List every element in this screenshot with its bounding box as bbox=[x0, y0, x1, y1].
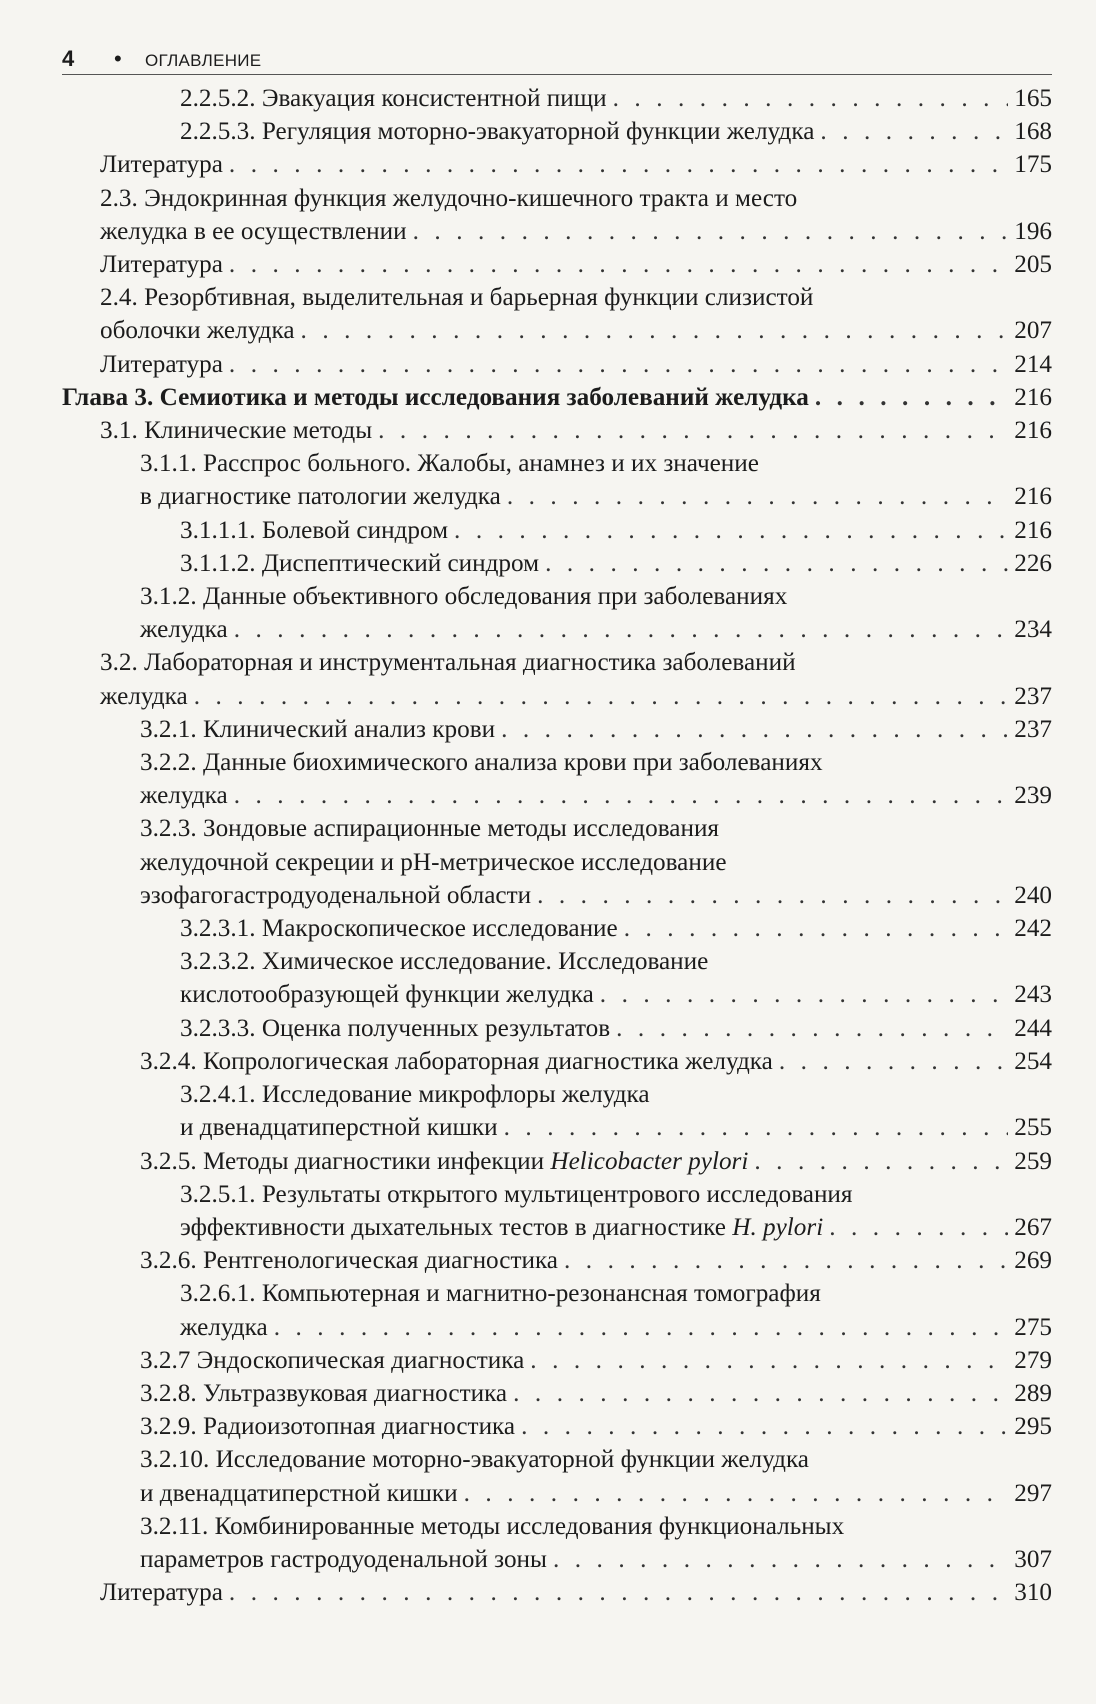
toc-entry-title: и двенадцатиперстной кишки bbox=[140, 1479, 458, 1507]
toc-entry-title: 3.1.1.1. Болевой синдром bbox=[180, 516, 449, 544]
toc-entry bbox=[62, 248, 1052, 281]
dot-leader bbox=[229, 148, 1008, 181]
toc-entry bbox=[62, 646, 1052, 712]
dot-leader bbox=[553, 1543, 1008, 1576]
toc-entry bbox=[62, 1277, 1052, 1343]
toc-page-number: 259 bbox=[1014, 1147, 1052, 1175]
toc-page-number: 310 bbox=[1014, 1579, 1052, 1607]
toc-page-number: 269 bbox=[1014, 1247, 1052, 1275]
toc-entry-title: 3.2.1. Клинический анализ крови bbox=[140, 715, 496, 743]
toc-entry-title: кислотообразующей функции желудка bbox=[180, 981, 594, 1009]
toc-entry-title: эффективности дыхательных тестов в диагностике H. pylori bbox=[180, 1213, 824, 1241]
dot-leader bbox=[613, 82, 1009, 115]
toc-entry-title: Литература bbox=[100, 251, 223, 279]
toc-entry bbox=[62, 1244, 1052, 1277]
dot-leader bbox=[194, 680, 1009, 713]
dot-leader bbox=[829, 1211, 1008, 1244]
dot-leader bbox=[504, 1111, 1009, 1144]
dot-leader bbox=[464, 1477, 1009, 1510]
toc-entry bbox=[62, 1377, 1052, 1410]
dot-leader bbox=[229, 348, 1008, 381]
toc-entry-line: 2.4. Резорбтивная, выделительная и барьерная функции слизистой bbox=[100, 284, 814, 312]
dot-leader bbox=[378, 414, 1008, 447]
toc-entry bbox=[62, 1178, 1052, 1244]
table-of-contents bbox=[62, 82, 1052, 1609]
toc-entry bbox=[62, 1510, 1052, 1576]
toc-entry bbox=[62, 182, 1052, 248]
dot-leader bbox=[530, 1344, 1008, 1377]
toc-page-number: 237 bbox=[1014, 715, 1052, 743]
dot-leader bbox=[507, 480, 1008, 513]
toc-entry-title: 3.1. Клинические методы bbox=[100, 417, 373, 445]
toc-entry-title: Глава 3. Семиотика и методы исследования заболеваний желудка bbox=[62, 383, 809, 411]
dot-leader bbox=[454, 514, 1008, 547]
toc-page-number: 196 bbox=[1014, 217, 1052, 245]
toc-entry-line: 3.2.11. Комбинированные методы исследования функциональных bbox=[140, 1512, 845, 1540]
toc-entry-title: 3.2.6. Рентгенологическая диагностика bbox=[140, 1247, 558, 1275]
toc-entry bbox=[62, 547, 1052, 580]
toc-entry-line: 3.2.3. Зондовые аспирационные методы исследования bbox=[140, 815, 720, 843]
dot-leader bbox=[229, 1576, 1008, 1609]
toc-entry bbox=[62, 746, 1052, 812]
toc-entry bbox=[62, 348, 1052, 381]
toc-entry-title: 3.2.9. Радиоизотопная диагностика bbox=[140, 1413, 516, 1441]
toc-entry-title: 3.2.3.1. Макроскопическое исследование bbox=[180, 915, 618, 943]
dot-leader bbox=[521, 1410, 1008, 1443]
toc-entry-line: 3.2.5.1. Результаты открытого мультицентрового исследования bbox=[180, 1180, 853, 1208]
running-header bbox=[62, 44, 1052, 75]
toc-entry bbox=[62, 1443, 1052, 1509]
toc-entry-title: 3.2.7 Эндоскопическая диагностика bbox=[140, 1346, 525, 1374]
dot-leader bbox=[413, 215, 1009, 248]
toc-entry-title: 3.2.5. Методы диагностики инфекции Helicobacter pylori bbox=[140, 1147, 749, 1175]
toc-entry-title: в диагностике патологии желудка bbox=[140, 483, 501, 511]
toc-page-number: 289 bbox=[1014, 1379, 1052, 1407]
header-bullet: • bbox=[114, 46, 122, 71]
toc-page-number: 295 bbox=[1014, 1413, 1052, 1441]
toc-page-number: 216 bbox=[1014, 516, 1052, 544]
toc-entry bbox=[62, 148, 1052, 181]
toc-entry-title: эзофагогастродуоденальной области bbox=[140, 881, 532, 909]
toc-page-number: 234 bbox=[1014, 616, 1052, 644]
toc-entry-line: 3.2.6.1. Компьютерная и магнитно-резонансная томография bbox=[180, 1280, 821, 1308]
toc-entry-line: 3.2.2. Данные биохимического анализа крови при заболеваниях bbox=[140, 749, 823, 777]
dot-leader bbox=[234, 613, 1009, 646]
toc-entry-title: параметров гастродуоденальной зоны bbox=[140, 1545, 547, 1573]
toc-entry-italic-term: H. pylori bbox=[732, 1213, 824, 1241]
toc-page-number: 239 bbox=[1014, 782, 1052, 810]
toc-entry-title: Литература bbox=[100, 350, 223, 378]
toc-entry bbox=[62, 281, 1052, 347]
toc-entry bbox=[62, 1145, 1052, 1178]
toc-page-number: 243 bbox=[1014, 981, 1052, 1009]
toc-page-number: 297 bbox=[1014, 1479, 1052, 1507]
toc-page-number: 216 bbox=[1014, 383, 1052, 411]
dot-leader bbox=[616, 1012, 1008, 1045]
toc-page-number: 216 bbox=[1014, 483, 1052, 511]
toc-page-number: 214 bbox=[1014, 350, 1052, 378]
toc-page-number: 216 bbox=[1014, 417, 1052, 445]
toc-entry-line: 3.2.10. Исследование моторно-эвакуаторной функции желудка bbox=[140, 1446, 809, 1474]
dot-leader bbox=[229, 248, 1008, 281]
toc-entry bbox=[62, 1410, 1052, 1443]
toc-entry-title: 3.2.3.3. Оценка полученных результатов bbox=[180, 1014, 611, 1042]
toc-entry bbox=[62, 82, 1052, 115]
toc-page-number: 205 bbox=[1014, 251, 1052, 279]
toc-entry bbox=[62, 1576, 1052, 1609]
toc-entry-line: 3.2. Лабораторная и инструментальная диагностика заболеваний bbox=[100, 649, 796, 677]
toc-entry-title: 2.2.5.3. Регуляция моторно-эвакуаторной функции желудка bbox=[180, 118, 815, 146]
dot-leader bbox=[600, 978, 1008, 1011]
toc-entry-title: 2.2.5.2. Эвакуация консистентной пищи bbox=[180, 85, 607, 112]
toc-page-number: 240 bbox=[1014, 881, 1052, 909]
dot-leader bbox=[545, 547, 1008, 580]
toc-page-number: 237 bbox=[1014, 682, 1052, 710]
toc-entry-title: желудка в ее осуществлении bbox=[100, 217, 407, 245]
dot-leader bbox=[537, 879, 1008, 912]
toc-entry bbox=[62, 414, 1052, 447]
toc-page-number: 244 bbox=[1014, 1014, 1052, 1042]
dot-leader bbox=[820, 115, 1008, 148]
dot-leader bbox=[234, 779, 1009, 812]
toc-page-number: 255 bbox=[1014, 1114, 1052, 1142]
page-number: 4 bbox=[62, 46, 75, 71]
dot-leader bbox=[815, 381, 1008, 414]
toc-entry bbox=[62, 912, 1052, 945]
toc-entry bbox=[62, 580, 1052, 646]
toc-page-number: 226 bbox=[1014, 549, 1052, 577]
dot-leader bbox=[754, 1145, 1008, 1178]
toc-entry-title: 3.2.4. Копрологическая лабораторная диагностика желудка bbox=[140, 1047, 773, 1075]
toc-entry-line: 3.1.2. Данные объективного обследования при заболеваниях bbox=[140, 583, 788, 611]
toc-entry-line: 3.1.1. Расспрос больного. Жалобы, анамнез и их значение bbox=[140, 450, 759, 478]
toc-entry bbox=[62, 713, 1052, 746]
toc-entry-title: и двенадцатиперстной кишки bbox=[180, 1114, 498, 1142]
dot-leader bbox=[564, 1244, 1008, 1277]
toc-entry-line: желудочной секреции и pH-метрическое исследование bbox=[140, 848, 727, 876]
toc-entry-title: желудка bbox=[100, 682, 188, 710]
toc-entry-title: 3.2.8. Ультразвуковая диагностика bbox=[140, 1379, 508, 1407]
dot-leader bbox=[301, 314, 1009, 347]
toc-entry-italic-term: Helicobacter pylori bbox=[550, 1147, 749, 1175]
toc-entry bbox=[62, 115, 1052, 148]
toc-entry-line: 3.2.4.1. Исследование микрофлоры желудка bbox=[180, 1081, 650, 1109]
dot-leader bbox=[513, 1377, 1008, 1410]
toc-entry-title: Литература bbox=[100, 151, 223, 179]
running-section-title: ОГЛАВЛЕНИЕ bbox=[145, 51, 262, 70]
dot-leader bbox=[274, 1311, 1009, 1344]
toc-chapter-entry bbox=[62, 381, 1052, 414]
toc-page-number: 207 bbox=[1014, 317, 1052, 345]
toc-entry bbox=[62, 447, 1052, 513]
toc-entry bbox=[62, 1344, 1052, 1377]
toc-entry bbox=[62, 945, 1052, 1011]
toc-entry-line: 3.2.3.2. Химическое исследование. Исследование bbox=[180, 948, 709, 976]
toc-page-number: 175 bbox=[1014, 151, 1052, 179]
toc-entry bbox=[62, 514, 1052, 547]
toc-entry-title: оболочки желудка bbox=[100, 317, 295, 345]
toc-entry-title: Литература bbox=[100, 1579, 223, 1607]
toc-entry-line: 2.3. Эндокринная функция желудочно-кишечного тракта и место bbox=[100, 184, 798, 212]
toc-entry-title: желудка bbox=[140, 616, 228, 644]
toc-entry bbox=[62, 1078, 1052, 1144]
toc-page-number: 168 bbox=[1014, 118, 1052, 146]
toc-page-number: 279 bbox=[1014, 1346, 1052, 1374]
dot-leader bbox=[501, 713, 1008, 746]
toc-entry-title: желудка bbox=[180, 1313, 268, 1341]
toc-entry-title: 3.1.1.2. Диспептический синдром bbox=[180, 549, 540, 577]
toc-page-number: 307 bbox=[1014, 1545, 1052, 1573]
toc-page-number: 254 bbox=[1014, 1047, 1052, 1075]
toc-entry bbox=[62, 1045, 1052, 1078]
toc-entry-title: желудка bbox=[140, 782, 228, 810]
dot-leader bbox=[624, 912, 1009, 945]
toc-entry bbox=[62, 812, 1052, 912]
toc-page-number: 267 bbox=[1014, 1213, 1052, 1241]
toc-page-number: 275 bbox=[1014, 1313, 1052, 1341]
dot-leader bbox=[779, 1045, 1008, 1078]
toc-page-number: 165 bbox=[1014, 85, 1052, 112]
toc-page-number: 242 bbox=[1014, 915, 1052, 943]
toc-entry bbox=[62, 1012, 1052, 1045]
